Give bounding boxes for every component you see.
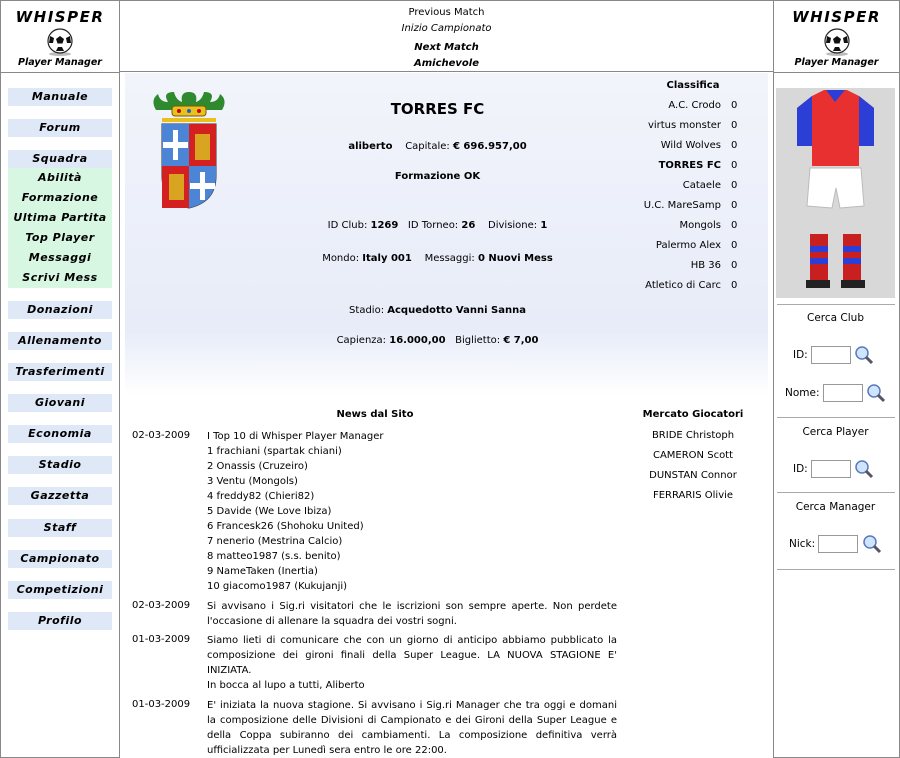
news-item [207,633,617,693]
news-title: News dal Sito [336,409,414,420]
market-player[interactable]: DUNSTAN Connor [649,470,737,481]
club-name-input[interactable] [823,384,863,402]
market-player[interactable]: FERRARIS Olivie [652,490,734,501]
news-date: 02-03-2009 [132,600,191,611]
ticket-value: € 7,00 [503,335,539,346]
formation-status[interactable]: Formazione OK [394,171,481,182]
team-name: U.C. MareSamp [643,200,721,211]
football-icon [44,28,76,56]
news-line: 8 matteo1987 (s.s. benito) [207,551,341,562]
nav-forum[interactable]: Forum [8,119,112,137]
market-list [628,430,758,510]
news-line: 10 giacomo1987 (Kukujanji) [207,581,348,592]
team-points: 0 [731,140,738,151]
team-name: HB 36 [690,260,721,271]
nav-manuale[interactable]: Manuale [8,88,112,106]
previous-match-label: Previous Match [408,7,485,18]
player-id-input[interactable] [811,460,851,478]
search-club-title: Cerca Club [807,312,864,324]
messages-value[interactable]: 0 Nuovi Mess [477,253,553,264]
standings-title: Classifica [666,80,720,91]
team-points: 0 [731,180,738,191]
match-header [119,0,774,72]
market-title: Mercato Giocatori [642,409,744,420]
logo-subtitle: Player Manager [18,57,102,68]
team-name: A.C. Crodo [668,100,721,111]
standings-row[interactable] [645,136,765,156]
id-torneo-value: 26 [461,220,476,231]
team-points: 0 [731,220,738,231]
messages-label: Messaggi: [424,253,475,264]
standings-row[interactable] [645,236,765,256]
team-name: Cataele [682,180,721,191]
news-line: I Top 10 di Whisper Player Manager [207,431,384,442]
market-player[interactable]: BRIDE Christoph [651,430,735,441]
team-points: 0 [731,160,738,171]
search-player-title: Cerca Player [802,426,869,438]
nav-economia[interactable]: Economia [8,425,112,443]
squadra-submenu [8,168,112,288]
news-line: 6 Francesk26 (Shohoku United) [207,521,364,532]
logo-right[interactable] [773,0,900,73]
team-name: Palermo Alex [655,240,721,251]
nav-giovani[interactable]: Giovani [8,394,112,412]
news-line: 2 Onassis (Cruzeiro) [207,461,308,472]
news-item: E' iniziata la nuova stagione. Si avvisano i Sig.ri Manager che tra oggi e domani la composizione delle Divisioni di Campionato e dei Gironi della Super League e della Coppa subiranno dei cambiamenti. La composizione definitiva verrà ufficializzata per Lunedì sera entro le ore 22:00. [207,700,617,756]
next-match-value: Amichevole [413,58,479,69]
team-points: 0 [731,200,738,211]
world-label: Mondo: [322,253,360,264]
capacity-value: 16.000,00 [389,335,446,346]
news-line: 5 Davide (We Love Ibiza) [207,506,332,517]
club-id-input[interactable] [811,346,851,364]
news-item [207,429,617,594]
search-icon[interactable] [866,383,886,403]
news-date: 01-03-2009 [132,699,191,710]
logo-title: WHISPER [15,8,105,26]
nick-label: Nick: [789,538,816,550]
divisione-label: Divisione: [488,220,538,231]
nav-abilita[interactable]: Abilità [38,171,82,184]
nav-staff[interactable]: Staff [8,519,112,537]
capital-value: € 696.957,00 [452,141,527,152]
id-label: ID: [793,463,808,475]
logo-left[interactable] [0,0,120,73]
search-player-id-row [793,459,874,479]
id-label: ID: [793,349,808,361]
news-body: Siamo lieti di comunicare che con un giorno di anticipo abbiamo pubblicato la composizione dei gironi finali della Super League. LA NUOVA STAGIONE E' INIZIATA. [207,635,617,676]
search-manager-row [789,534,882,554]
nav-squadra[interactable]: Squadra [8,150,112,168]
manager-nick-input[interactable] [818,535,858,553]
team-points: 0 [731,100,738,111]
team-name: virtus monster [647,120,721,131]
ticket-label: Biglietto: [455,335,501,346]
nav-gazzetta[interactable]: Gazzetta [8,487,112,505]
news-line: 4 freddy82 (Chieri82) [207,491,315,502]
capacity-line [125,335,750,346]
id-club-label: ID Club: [327,220,368,231]
id-club-value: 1269 [370,220,399,231]
kit-preview [776,88,895,298]
search-club-id-row [793,345,874,365]
previous-match-value: Inizio Campionato [401,23,492,34]
standings-row[interactable] [645,156,765,176]
team-kit-icon [776,88,895,298]
news-date: 02-03-2009 [132,430,191,441]
team-points: 0 [731,120,738,131]
nav-donazioni[interactable]: Donazioni [8,301,112,319]
team-name: Atletico di Carc [645,280,721,291]
team-name: Wild Wolves [660,140,721,151]
nav-scrivi-mess[interactable]: Scrivi Mess [22,271,98,284]
search-icon[interactable] [854,345,874,365]
nav-ultima-partita[interactable]: Ultima Partita [13,211,107,224]
standings-row[interactable] [645,196,765,216]
logo-subtitle: Player Manager [794,57,879,68]
nav-allenamento[interactable]: Allenamento [8,332,112,350]
search-icon[interactable] [862,534,882,554]
nav-profilo[interactable]: Profilo [8,612,112,630]
left-navigation [0,72,120,758]
search-manager-title: Cerca Manager [795,501,876,513]
nav-formazione[interactable]: Formazione [21,191,99,204]
news-date: 01-03-2009 [132,634,191,645]
nav-messaggi[interactable]: Messaggi [28,251,92,264]
nav-competizioni[interactable]: Competizioni [8,581,112,599]
news-item: Si avvisano i Sig.ri visitatori che le iscrizioni son sempre aperte. Non perdete l'occasione di allenare la squadra dei vostri sogni. [207,601,617,627]
nav-top-player[interactable]: Top Player [25,231,95,244]
market-player[interactable]: CAMERON Scott [652,450,734,461]
manager-name[interactable]: aliberto [348,141,393,152]
news-line: 9 NameTaken (Inertia) [207,566,318,577]
logo-title: WHISPER [792,8,881,26]
standings-table [645,96,765,296]
divisione-value: 1 [540,220,548,231]
name-label: Nome: [785,387,820,399]
next-match-label: Next Match [414,42,479,53]
nav-campionato[interactable]: Campionato [8,550,112,568]
team-name: TORRES FC [658,160,721,171]
news-line: 1 frachiani (spartak chiani) [207,446,342,457]
standings-row[interactable] [645,256,765,276]
news-line: 3 Ventu (Mongols) [207,476,298,487]
id-torneo-label: ID Torneo: [407,220,459,231]
team-name: Mongols [679,220,721,231]
standings-row[interactable] [645,216,765,236]
standings-row[interactable] [645,96,765,116]
news-line: 7 nenerio (Mestrina Calcio) [207,536,343,547]
team-points: 0 [731,280,738,291]
world-value: Italy 001 [362,253,412,264]
stadium-value: Acquedotto Vanni Sanna [387,305,526,316]
capital-label: Capitale: [405,141,450,152]
standings-row[interactable] [645,176,765,196]
team-points: 0 [731,240,738,251]
stadium-line [125,305,750,316]
search-icon[interactable] [854,459,874,479]
stadium-label: Stadio: [349,305,385,316]
standings-row[interactable] [645,276,765,296]
standings-row[interactable] [645,116,765,136]
football-icon [821,28,853,56]
capacity-label: Capienza: [336,335,387,346]
team-points: 0 [731,260,738,271]
nav-trasferimenti[interactable]: Trasferimenti [8,363,112,381]
nav-stadio[interactable]: Stadio [8,456,112,474]
club-name: TORRES FC [390,100,485,118]
search-club-name-row [785,383,886,403]
news-signature: In bocca al lupo a tutti, Aliberto [207,680,365,691]
